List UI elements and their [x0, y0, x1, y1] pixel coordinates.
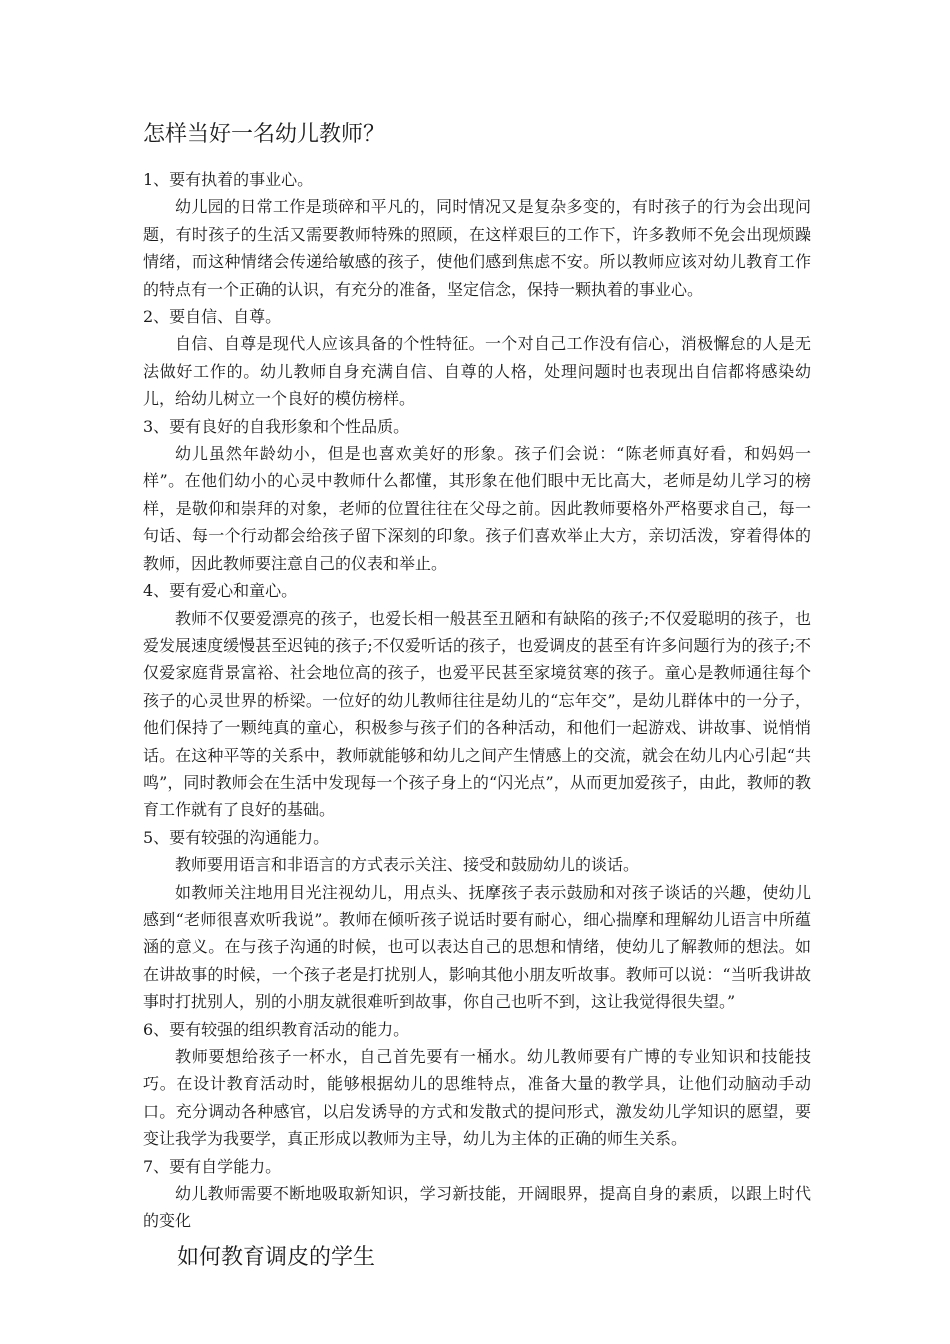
section-5-paragraph-2: 如教师关注地用目光注视幼儿，用点头、抚摩孩子表示鼓励和对孩子谈话的兴趣，使幼儿感到“老师很喜欢听我说”。教师在倾听孩子说话时要有耐心，细心揣摩和理解幼儿语言中所蕴涵的意义。在与孩子沟通的时候，也可以表达自己的思想和情绪，使幼儿了解教师的想法。如在讲故事的时候，一个孩子老是打扰别人，影响其他小朋友听故事。教师可以说：“当听我讲故事时打扰别人，别的小朋友就很难听到故事，你自己也听不到，这让我觉得很失望。” [143, 882, 811, 1012]
section-2-paragraph: 自信、自尊是现代人应该具备的个性特征。一个对自己工作没有信心，消极懈怠的人是无法做好工作的。幼儿教师自身充满自信、自尊的人格，处理问题时也表现出自信都将感染幼儿，给幼儿树立一个良好的模仿榜样。 [143, 334, 811, 409]
section-4-heading: 4、要有爱心和童心。 [143, 581, 298, 601]
section-3-paragraph: 幼儿虽然年龄幼小，但是也喜欢美好的形象。孩子们会说：“陈老师真好看，和妈妈一样”。在他们幼小的心灵中教师什么都懂，其形象在他们眼中无比高大，老师是幼儿学习的榜样，是敬仰和崇拜的对象，老师的位置往往在父母之前。因此教师要格外严格要求自己，每一句话、每一个行动都会给孩子留下深刻的印象。孩子们喜欢举止大方，亲切活泼，穿着得体的教师，因此教师要注意自己的仪表和举止。 [143, 444, 811, 573]
document-body [143, 166, 811, 1275]
section-4-paragraph: 教师不仅要爱漂亮的孩子，也爱长相一般甚至丑陋和有缺陷的孩子;不仅爱聪明的孩子，也爱发展速度缓慢甚至迟钝的孩子;不仅爱听话的孩子，也爱调皮的甚至有许多问题行为的孩子;不仅爱家庭背景富裕、社会地位高的孩子，也爱平民甚至家境贫寒的孩子。童心是教师通往每个孩子的心灵世界的桥梁。一位好的幼儿教师往往是幼儿的“忘年交”，是幼儿群体中的一分子，他们保持了一颗纯真的童心，积极参与孩子们的各种活动，和他们一起游戏、讲故事、说悄悄话。在这种平等的关系中，教师就能够和幼儿之间产生情感上的交流，就会在幼儿内心引起“共鸣”，同时教师会在生活中发现每一个孩子身上的“闪光点”，从而更加爱孩子，由此，教师的教育工作就有了良好的基础。 [143, 608, 811, 820]
section-7-heading: 7、要有自学能力。 [143, 1156, 282, 1176]
section-1-paragraph: 幼儿园的日常工作是琐碎和平凡的，同时情况又是复杂多变的，有时孩子的行为会出现问题，有时孩子的生活又需要教师特殊的照顾，在这样艰巨的工作下，许多教师不免会出现烦躁情绪，而这种情绪会传递给敏感的孩子，使他们感到焦虑不安。所以教师应该对幼儿教育工作的特点有一个正确的认识，有充分的准备，坚定信念，保持一颗执着的事业心。 [143, 197, 811, 299]
section-5-paragraph-1: 教师要用语言和非语言的方式表示关注、接受和鼓励幼儿的谈话。 [175, 855, 640, 875]
section-2-heading: 2、要自信、自尊。 [143, 307, 282, 327]
section-1-heading: 1、要有执着的事业心。 [143, 170, 314, 189]
document-title: 怎样当好一名幼儿教师？ [143, 122, 386, 147]
section-3-heading: 3、要有良好的自我形象和个性品质。 [143, 416, 410, 436]
section-7-paragraph: 幼儿教师需要不断地吸取新知识，学习新技能，开阔眼界，提高自身的素质，以跟上时代的变化 [143, 1184, 811, 1231]
next-article-title: 如何教育调皮的学生 [177, 1244, 376, 1270]
section-6-paragraph: 教师要想给孩子一杯水，自己首先要有一桶水。幼儿教师要有广博的专业知识和技能技巧。在设计教育活动时，能够根据幼儿的思维特点，准备大量的教学具，让他们动脑动手动口。充分调动各种感官，以启发诱导的方式和发散式的提问形式，激发幼儿学知识的愿望，要变让我学为我要学，真正形成以教师为主导，幼儿为主体的正确的师生关系。 [143, 1047, 811, 1149]
section-5-heading: 5、要有较强的沟通能力。 [143, 827, 330, 847]
section-6-heading: 6、要有较强的组织教育活动的能力。 [143, 1019, 410, 1039]
